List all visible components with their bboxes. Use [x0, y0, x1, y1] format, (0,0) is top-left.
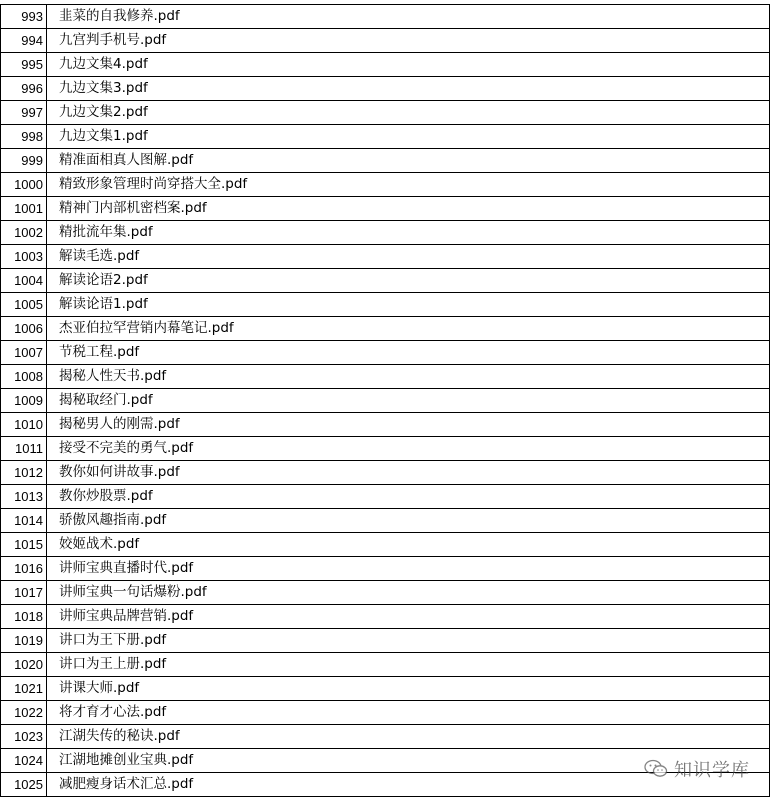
row-number: 997	[1, 101, 47, 125]
row-number: 1015	[1, 533, 47, 557]
row-number: 1020	[1, 653, 47, 677]
table-row	[1, 557, 770, 581]
row-number: 1012	[1, 461, 47, 485]
file-name: 九边文集3.pdf	[47, 77, 770, 101]
row-number: 1018	[1, 605, 47, 629]
file-name: 精准面相真人图解.pdf	[47, 149, 770, 173]
row-number: 1011	[1, 437, 47, 461]
row-number: 996	[1, 77, 47, 101]
table-row	[1, 461, 770, 485]
file-name: 精神门内部机密档案.pdf	[47, 197, 770, 221]
file-name: 讲师宝典品牌营销.pdf	[47, 605, 770, 629]
row-number: 999	[1, 149, 47, 173]
row-number: 1021	[1, 677, 47, 701]
file-name: 接受不完美的勇气.pdf	[47, 437, 770, 461]
row-number: 994	[1, 29, 47, 53]
table-row	[1, 125, 770, 149]
file-name: 解读论语2.pdf	[47, 269, 770, 293]
watermark-text: 知识学库	[674, 760, 750, 781]
table-row	[1, 509, 770, 533]
file-list-table	[0, 4, 770, 797]
row-number: 1009	[1, 389, 47, 413]
table-row	[1, 701, 770, 725]
file-name: 教你如何讲故事.pdf	[47, 461, 770, 485]
file-name: 将才育才心法.pdf	[47, 701, 770, 725]
watermark	[644, 756, 750, 782]
file-name: 节税工程.pdf	[47, 341, 770, 365]
file-name: 讲口为王上册.pdf	[47, 653, 770, 677]
row-number: 1004	[1, 269, 47, 293]
table-row	[1, 269, 770, 293]
row-number: 1022	[1, 701, 47, 725]
table-row	[1, 389, 770, 413]
wechat-icon	[644, 759, 668, 779]
row-number: 1005	[1, 293, 47, 317]
row-number: 1014	[1, 509, 47, 533]
table-row	[1, 197, 770, 221]
table-row	[1, 53, 770, 77]
row-number: 1006	[1, 317, 47, 341]
row-number: 1003	[1, 245, 47, 269]
file-list-body	[1, 5, 770, 797]
row-number: 1023	[1, 725, 47, 749]
file-name: 揭秘男人的刚需.pdf	[47, 413, 770, 437]
file-name: 讲口为王下册.pdf	[47, 629, 770, 653]
file-name: 教你炒股票.pdf	[47, 485, 770, 509]
table-row	[1, 629, 770, 653]
row-number: 1010	[1, 413, 47, 437]
table-row	[1, 341, 770, 365]
row-number: 1008	[1, 365, 47, 389]
file-name: 杰亚伯拉罕营销内幕笔记.pdf	[47, 317, 770, 341]
row-number: 1016	[1, 557, 47, 581]
row-number: 1019	[1, 629, 47, 653]
file-name: 韭菜的自我修养.pdf	[47, 5, 770, 29]
file-name: 精批流年集.pdf	[47, 221, 770, 245]
table-row	[1, 653, 770, 677]
row-number: 1007	[1, 341, 47, 365]
file-name: 讲师宝典直播时代.pdf	[47, 557, 770, 581]
row-number: 1013	[1, 485, 47, 509]
file-name: 解读论语1.pdf	[47, 293, 770, 317]
file-name: 九边文集4.pdf	[47, 53, 770, 77]
file-name: 姣姬战术.pdf	[47, 533, 770, 557]
table-row	[1, 221, 770, 245]
file-name: 解读毛选.pdf	[47, 245, 770, 269]
file-name: 九边文集1.pdf	[47, 125, 770, 149]
table-row	[1, 413, 770, 437]
row-number: 995	[1, 53, 47, 77]
file-name: 减肥瘦身话术汇总.pdf	[47, 773, 770, 797]
row-number: 1024	[1, 749, 47, 773]
table-row	[1, 293, 770, 317]
table-row	[1, 677, 770, 701]
table-row	[1, 317, 770, 341]
table-row	[1, 581, 770, 605]
file-name: 精致形象管理时尚穿搭大全.pdf	[47, 173, 770, 197]
table-row	[1, 365, 770, 389]
file-name: 九边文集2.pdf	[47, 101, 770, 125]
table-row	[1, 5, 770, 29]
table-row	[1, 29, 770, 53]
table-row	[1, 101, 770, 125]
row-number: 993	[1, 5, 47, 29]
file-name: 九宫判手机号.pdf	[47, 29, 770, 53]
file-name: 江湖失传的秘诀.pdf	[47, 725, 770, 749]
file-name: 骄傲风趣指南.pdf	[47, 509, 770, 533]
table-row	[1, 485, 770, 509]
table-row	[1, 173, 770, 197]
table-row	[1, 245, 770, 269]
row-number: 998	[1, 125, 47, 149]
row-number: 1001	[1, 197, 47, 221]
file-name: 讲课大师.pdf	[47, 677, 770, 701]
file-name: 揭秘人性天书.pdf	[47, 365, 770, 389]
table-row	[1, 77, 770, 101]
table-row	[1, 149, 770, 173]
table-row	[1, 725, 770, 749]
row-number: 1017	[1, 581, 47, 605]
row-number: 1002	[1, 221, 47, 245]
table-row	[1, 437, 770, 461]
row-number: 1025	[1, 773, 47, 797]
file-name: 讲师宝典一句话爆粉.pdf	[47, 581, 770, 605]
table-row	[1, 605, 770, 629]
table-row	[1, 533, 770, 557]
file-name: 揭秘取经门.pdf	[47, 389, 770, 413]
file-name: 江湖地摊创业宝典.pdf	[47, 749, 770, 773]
row-number: 1000	[1, 173, 47, 197]
